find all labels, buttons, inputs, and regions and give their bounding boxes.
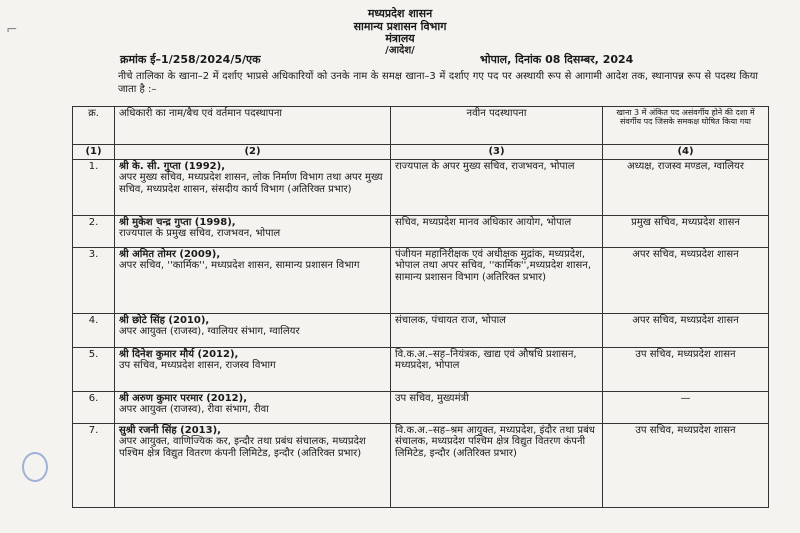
table-row [73,247,769,313]
new-posting: संचालक, पंचायत राज, भोपाल [391,313,603,347]
order-place-date: भोपाल, दिनांक 08 दिसम्बर, 2024 [480,53,634,66]
header-government: मध्यप्रदेश शासन [367,7,433,20]
header-serial: क्र. [73,107,115,145]
col-number: (2) [115,145,391,160]
postings-table [72,106,769,508]
table-row [73,423,769,507]
officer-cell [115,215,391,247]
officer-name: श्री छोटे सिंह (2010), [119,314,210,326]
header-ministry: मंत्रालय [385,32,415,45]
officer-name: श्री मुकेश चन्द्र गुप्ता (1998), [119,216,236,228]
table-row [73,391,769,423]
current-posting: अपर सचिव, ''कार्मिक'', मध्यप्रदेश शासन, सामान्य प्रशासन विभाग [119,260,360,271]
header-officer: अधिकारी का नाम/बैच एवं वर्तमान पदस्थापना [115,107,391,145]
equivalent-post: — [603,391,769,423]
row-serial: 2. [73,215,115,247]
row-serial: 3. [73,247,115,313]
table-row [73,347,769,391]
officer-name: सुश्री रजनी सिंह (2013), [119,424,221,436]
header-department: सामान्य प्रशासन विभाग [353,20,447,33]
table-row [73,215,769,247]
table-row [73,313,769,347]
current-posting: उप सचिव, मध्यप्रदेश शासन, राजस्व विभाग [119,360,276,371]
header-new-posting: नवीन पदस्थापना [391,107,603,145]
officer-name: श्री के. सी. गुप्ता (1992), [119,160,225,172]
current-posting: अपर आयुक्त (राजस्व), रीवा संभाग, रीवा [119,404,269,415]
equivalent-post: अपर सचिव, मध्यप्रदेश शासन [603,313,769,347]
new-posting: वि.क.अ.–सह–नियंत्रक, खाद्य एवं औषधि प्रशासन, मध्यप्रदेश, भोपाल [391,347,603,391]
col-number: (4) [603,145,769,160]
header-order-label: /आदेश/ [385,45,415,56]
current-posting: अपर आयुक्त (राजस्व), ग्वालियर संभाग, ग्वालियर [119,326,300,337]
officer-name: श्री दिनेश कुमार मौर्य (2012), [119,348,239,360]
order-number: क्रमांक ई–1/258/2024/5/एक [120,53,261,66]
new-posting: उप सचिव, मुख्यमंत्री [391,391,603,423]
equivalent-post: उप सचिव, मध्यप्रदेश शासन [603,423,769,507]
officer-cell [115,391,391,423]
equivalent-post: प्रमुख सचिव, मध्यप्रदेश शासन [603,215,769,247]
row-serial: 1. [73,159,115,215]
current-posting: अपर आयुक्त, वाणिज्यिक कर, इन्दौर तथा प्रबंध संचालक, मध्यप्रदेश पश्चिम क्षेत्र विद्युत वितरण कंपनी लिमिटेड, इन्दौर (अतिरिक्त प्रभार) [119,436,366,459]
officer-cell [115,159,391,215]
intro-paragraph: नीचे तालिका के खाना–2 में दर्शाए भाप्रसे अधिकारियों को उनके नाम के समक्ष खाना–3 में दर्शाए गए पद पर अस्थायी रूप से आगामी आदेश तक, स्थानापन्न रूप से पदस्थ किया जाता है :– [118,71,758,95]
equivalent-post: अपर सचिव, मध्यप्रदेश शासन [603,247,769,313]
new-posting: वि.क.अ.–सह–श्रम आयुक्त, मध्यप्रदेश, इंदौर तथा प्रबंध संचालक, मध्यप्रदेश पश्चिम क्षेत्र विद्युत वितरण कंपनी लिमिटेड, इन्दौर (अतिरिक्त प्रभार) [391,423,603,507]
header-equivalent-post: खाना 3 में अंकित पद असंवर्गीय होने की दशा में संवर्गीय पद जिसके समकक्ष घोषित किया गया [603,107,769,145]
margin-mark: ⌐ [6,22,18,38]
row-serial: 5. [73,347,115,391]
row-serial: 7. [73,423,115,507]
current-posting: अपर मुख्य सचिव, मध्यप्रदेश शासन, लोक निर्माण विभाग तथा अपर मुख्य सचिव, मध्यप्रदेश शासन, संसदीय कार्य विभाग (अतिरिक्त प्रभार) [119,172,383,195]
officer-cell [115,313,391,347]
officer-cell [115,423,391,507]
ink-stamp-mark [22,452,48,482]
new-posting: पंजीयन महानिरीक्षक एवं अधीक्षक मुद्रांक, मध्यप्रदेश, भोपाल तथा अपर सचिव, ''कार्मिक'',मध्यप्रदेश शासन, सामान्य प्रशासन विभाग (अतिरिक्त प्रभार) [391,247,603,313]
equivalent-post: अध्यक्ष, राजस्व मण्डल, ग्वालियर [603,159,769,215]
new-posting: सचिव, मध्यप्रदेश मानव अधिकार आयोग, भोपाल [391,215,603,247]
officer-name: श्री अमित तोमर (2009), [119,248,221,260]
row-serial: 4. [73,313,115,347]
new-posting: राज्यपाल के अपर मुख्य सचिव, राजभवन, भोपाल [391,159,603,215]
equivalent-post: उप सचिव, मध्यप्रदेश शासन [603,347,769,391]
table-row [73,159,769,215]
col-number: (1) [73,145,115,160]
officer-cell [115,347,391,391]
officer-name: श्री अरुण कुमार परमार (2012), [119,392,247,404]
officer-cell [115,247,391,313]
row-serial: 6. [73,391,115,423]
current-posting: राज्यपाल के प्रमुख सचिव, राजभवन, भोपाल [119,228,281,239]
col-number: (3) [391,145,603,160]
